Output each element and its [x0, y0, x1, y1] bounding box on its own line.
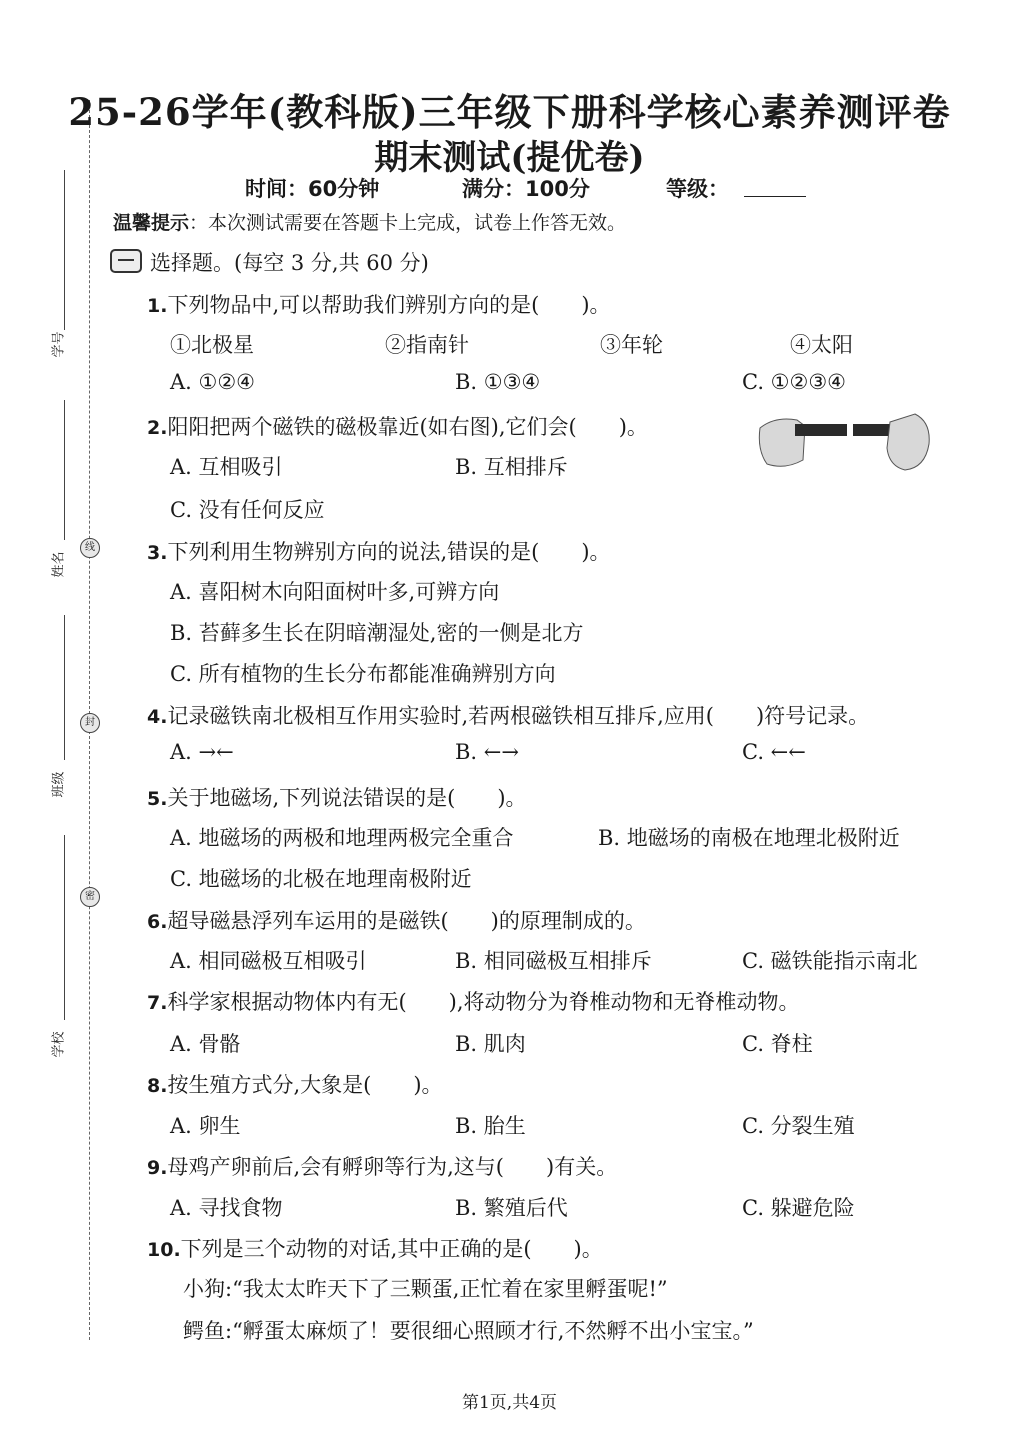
q3-option-a[interactable]: A. 喜阳树木向阳面树叶多,可辨方向 — [170, 580, 500, 604]
question-1: 1.下列物品中,可以帮助我们辨别方向的是( )。 — [147, 293, 611, 317]
question-4: 4.记录磁铁南北极相互作用实验时,若两根磁铁相互排斥,应用( )符号记录。 — [147, 704, 870, 728]
q1-option-c[interactable]: C. ①②③④ — [742, 370, 846, 394]
seal-circle-secret: 密 — [80, 887, 100, 907]
full-score: 满分：100分 — [462, 177, 590, 201]
q7-option-c[interactable]: C. 脊柱 — [742, 1032, 813, 1056]
q1-option-a[interactable]: A. ①②④ — [170, 370, 255, 394]
page-subtitle: 期末测试(提优卷) — [374, 138, 645, 178]
q8-option-c[interactable]: C. 分裂生殖 — [742, 1114, 855, 1138]
question-5-text: 关于地磁场,下列说法错误的是( )。 — [167, 786, 527, 810]
student-id-label: 学号 — [51, 331, 67, 358]
question-2-text: 阳阳把两个磁铁的磁极靠近(如右图),它们会( )。 — [167, 415, 648, 439]
grade-blank[interactable] — [744, 196, 806, 197]
school-label: 学校 — [51, 1031, 67, 1058]
question-4-text: 记录磁铁南北极相互作用实验时,若两根磁铁相互排斥,应用( )符号记录。 — [167, 704, 870, 728]
q2-option-a[interactable]: A. 互相吸引 — [170, 455, 283, 479]
q1-option-b[interactable]: B. ①③④ — [455, 370, 541, 394]
q5-option-b[interactable]: B. 地磁场的南极在地理北极附近 — [598, 826, 900, 850]
question-8-text: 按生殖方式分,大象是( )。 — [167, 1073, 443, 1097]
grade-label: 等级： — [666, 177, 729, 201]
magnet-hands-figure — [755, 408, 933, 476]
q9-option-b[interactable]: B. 繁殖后代 — [455, 1196, 568, 1220]
q6-option-c[interactable]: C. 磁铁能指示南北 — [742, 949, 918, 973]
section-choice-heading — [110, 247, 429, 277]
page-title: 25-26学年(教科版)三年级下册科学核心素养测评卷 — [68, 90, 951, 134]
seal-circle-line: 线 — [80, 538, 100, 558]
section-title: 选择题。(每空 3 分,共 60 分) — [150, 251, 429, 275]
question-5: 5.关于地磁场,下列说法错误的是( )。 — [147, 786, 527, 810]
q7-option-a[interactable]: A. 骨骼 — [170, 1032, 241, 1056]
q2-option-c[interactable]: C. 没有任何反应 — [170, 498, 325, 522]
name-label: 姓名 — [51, 551, 67, 578]
question-3-text: 下列利用生物辨别方向的说法,错误的是( )。 — [167, 540, 611, 564]
q1-item-2: ②指南针 — [385, 333, 469, 357]
tip-text: ：本次测试需要在答题卡上完成，试卷上作答无效。 — [189, 212, 627, 234]
q6-option-b[interactable]: B. 相同磁极互相排斥 — [455, 949, 652, 973]
warm-tip — [113, 208, 626, 235]
q8-option-b[interactable]: B. 胎生 — [455, 1114, 526, 1138]
question-1-text: 下列物品中,可以帮助我们辨别方向的是( )。 — [167, 293, 611, 317]
name-line — [64, 400, 65, 540]
question-2: 2.阳阳把两个磁铁的磁极靠近(如右图),它们会( )。 — [147, 415, 648, 439]
page-number: 第1页,共4页 — [461, 1393, 558, 1413]
section-number-badge — [110, 249, 142, 273]
question-6-text: 超导磁悬浮列车运用的是磁铁( )的原理制成的。 — [167, 909, 646, 933]
q10-dialog-dog: 小狗:“我太太昨天下了三颗蛋,正忙着在家里孵蛋呢!” — [183, 1277, 668, 1301]
class-line — [64, 615, 65, 760]
q6-option-a[interactable]: A. 相同磁极互相吸引 — [170, 949, 367, 973]
q4-option-a[interactable]: A. →← — [170, 740, 234, 764]
q9-option-c[interactable]: C. 躲避危险 — [742, 1196, 855, 1220]
class-label: 班级 — [51, 771, 67, 798]
q3-option-b[interactable]: B. 苔藓多生长在阴暗潮湿处,密的一侧是北方 — [170, 621, 584, 645]
q8-option-a[interactable]: A. 卵生 — [170, 1114, 241, 1138]
q10-dialog-crocodile: 鳄鱼:“孵蛋太麻烦了！要很细心照顾才行,不然孵不出小宝宝。” — [183, 1319, 754, 1343]
question-3: 3.下列利用生物辨别方向的说法,错误的是( )。 — [147, 540, 611, 564]
q9-option-a[interactable]: A. 寻找食物 — [170, 1196, 283, 1220]
q5-option-a[interactable]: A. 地磁场的两极和地理两极完全重合 — [170, 826, 514, 850]
q3-option-c[interactable]: C. 所有植物的生长分布都能准确辨别方向 — [170, 662, 556, 686]
question-7: 7.科学家根据动物体内有无( ),将动物分为脊椎动物和无脊椎动物。 — [147, 990, 800, 1014]
q1-item-4: ④太阳 — [790, 333, 853, 357]
question-10: 10.下列是三个动物的对话,其中正确的是( )。 — [147, 1237, 603, 1261]
question-7-text: 科学家根据动物体内有无( ),将动物分为脊椎动物和无脊椎动物。 — [167, 990, 800, 1014]
seal-circle-seal: 封 — [80, 713, 100, 733]
exam-time: 时间：60分钟 — [245, 177, 380, 201]
q1-item-1: ①北极星 — [170, 333, 254, 357]
question-9-text: 母鸡产卵前后,会有孵卵等行为,这与( )有关。 — [167, 1155, 618, 1179]
question-8: 8.按生殖方式分,大象是( )。 — [147, 1073, 443, 1097]
q2-option-b[interactable]: B. 互相排斥 — [455, 455, 568, 479]
q4-option-b[interactable]: B. ←→ — [455, 740, 519, 764]
q1-item-3: ③年轮 — [600, 333, 663, 357]
q5-option-c[interactable]: C. 地磁场的北极在地理南极附近 — [170, 867, 472, 891]
tip-label: 温馨提示 — [113, 212, 190, 234]
magnet-left-icon — [795, 424, 847, 436]
q4-option-c[interactable]: C. ←← — [742, 740, 806, 764]
question-9: 9.母鸡产卵前后,会有孵卵等行为,这与( )有关。 — [147, 1155, 618, 1179]
q7-option-b[interactable]: B. 肌肉 — [455, 1032, 526, 1056]
student-id-line — [64, 170, 65, 330]
question-6: 6.超导磁悬浮列车运用的是磁铁( )的原理制成的。 — [147, 909, 646, 933]
school-line — [64, 835, 65, 1020]
question-10-text: 下列是三个动物的对话,其中正确的是( )。 — [180, 1237, 603, 1261]
